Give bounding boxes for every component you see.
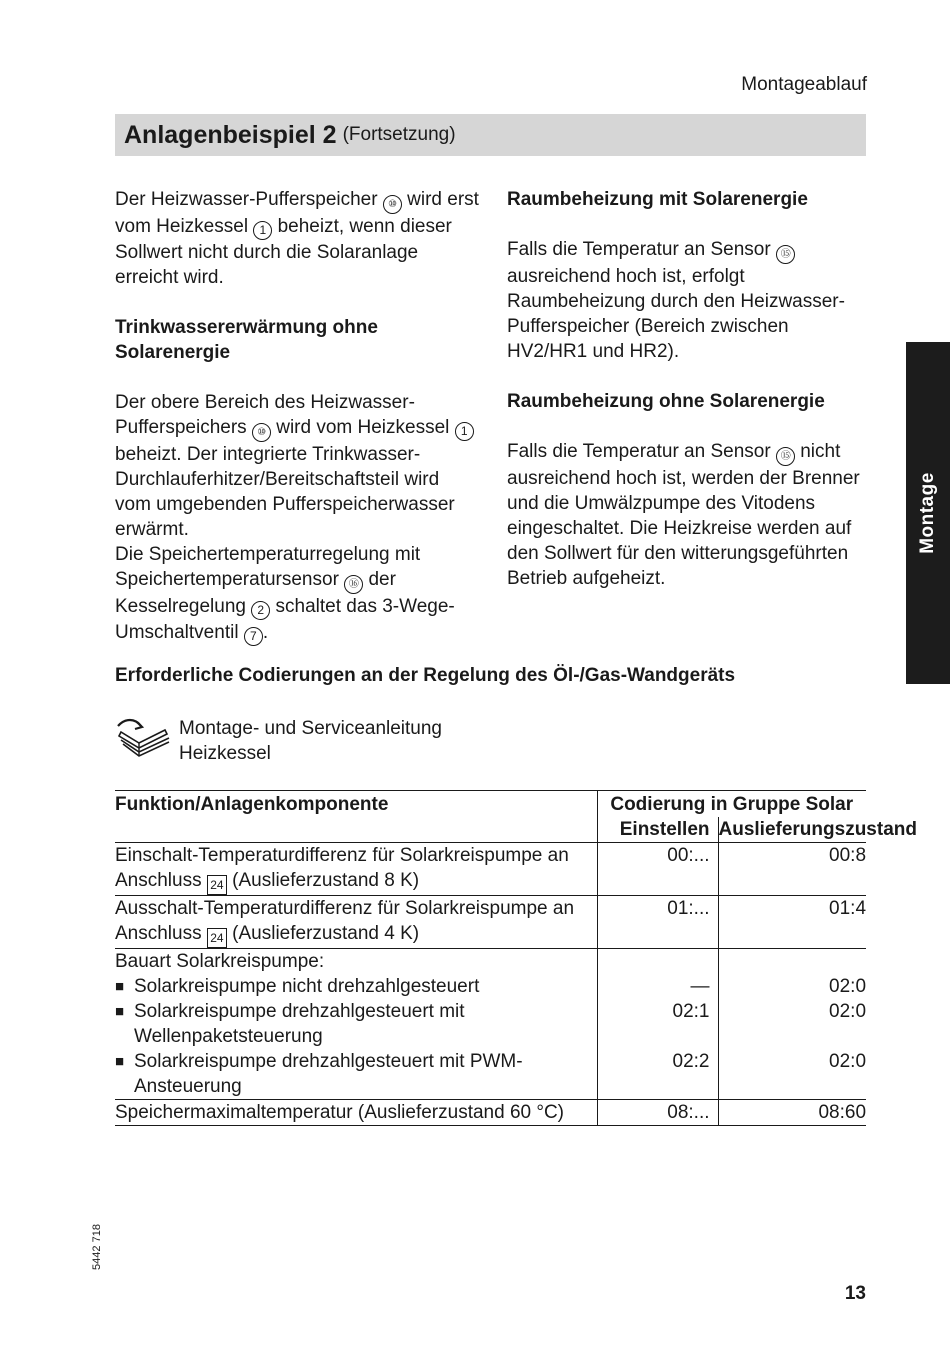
manual-reference	[115, 716, 442, 766]
list-item: ■ Solarkreispumpe nicht drehzahlgesteuert	[115, 976, 480, 997]
paragraph: Der obere Bereich des Heizwasser-Pufferspeichers ⑩ wird vom Heizkessel 1 beheizt. Der integrierte Trinkwasser-Durchlauferhitzer/Bereitschaftsteil wird vom umgebenden Pufferspeicherwasser erwärmt.	[115, 390, 480, 542]
side-tab-label: Montage	[917, 472, 939, 554]
callout-number: ⑮	[776, 447, 795, 466]
reference-line: Montage- und Serviceanleitung	[179, 718, 443, 739]
callout-number: ⑮	[776, 245, 795, 264]
subheading: Raumbeheizung ohne Solarenergie	[507, 391, 825, 412]
callout-number: 2	[251, 601, 270, 620]
section-title-bar	[115, 114, 866, 156]
callout-number: 7	[244, 627, 263, 646]
paragraph: Falls die Temperatur an Sensor ⑮ ausreichend hoch ist, erfolgt Raumbeheizung durch den Heizwasser-Pufferspeicher (Bereich zwischen HV2/HR1 und HR2).	[507, 239, 845, 362]
manual-book-icon	[115, 716, 171, 760]
list-item: ■ Solarkreispumpe drehzahlgesteuert mit Wellenpaketsteuerung	[115, 1001, 465, 1047]
right-column	[507, 187, 872, 616]
subheading: Trinkwassererwärmung ohne Solarenergie	[115, 317, 378, 363]
left-column	[115, 187, 480, 671]
document-number: 5442 718	[91, 1224, 104, 1270]
terminal-number: 24	[207, 875, 227, 895]
callout-number: ⑩	[383, 195, 402, 214]
column-header: Einstellen	[597, 817, 718, 843]
running-header: Montageablauf	[741, 74, 867, 95]
section-subtitle: (Fortsetzung)	[342, 124, 456, 145]
subheading: Raumbeheizung mit Solarenergie	[507, 189, 808, 210]
table-row: Einschalt-Temperaturdifferenz für Solarkreispumpe an Anschluss 24 (Auslieferzustand 8 K) 00:... 00:8	[115, 843, 866, 896]
terminal-number: 24	[207, 928, 227, 948]
table-row: Speichermaximaltemperatur (Auslieferzustand 60 °C) 08:... 08:60	[115, 1100, 866, 1126]
table-row: Ausschalt-Temperaturdifferenz für Solarkreispumpe an Anschluss 24 (Auslieferzustand 4 K) 01:... 01:4	[115, 896, 866, 949]
page-number: 13	[844, 1283, 866, 1304]
paragraph: Die Speichertemperaturregelung mit Speichertemperatursensor ⑯ der Kesselregelung 2 schaltet das 3-Wege-Umschaltventil 7 .	[115, 542, 480, 646]
paragraph: Der Heizwasser-Pufferspeicher ⑩ wird erst vom Heizkessel 1 beheizt, wenn dieser Sollwert nicht durch die Solaranlage erreicht wird.	[115, 189, 479, 288]
paragraph: Falls die Temperatur an Sensor ⑮ nicht ausreichend hoch ist, werden der Brenner und die Umwälzpumpe des Vitodens eingeschaltet. Die Heizkreise werden auf den Sollwert für den witterungsgeführten Betrieb aufgeheizt.	[507, 441, 860, 589]
table-row: Bauart Solarkreispumpe: ■ Solarkreispumpe nicht drehzahlgesteuert ■ Solarkreispumpe drehzahlgesteuert mit Wellenpaketsteuerung ■ Solarkreispumpe drehzahlgesteuert mit PWM-Ansteuerung — 02:1 02:2 02:0 02:0 02:0	[115, 949, 866, 1100]
callout-number: ⑩	[252, 423, 271, 442]
side-tab-montage	[906, 342, 950, 684]
codes-table	[115, 790, 917, 1126]
column-header: Auslieferungszustand	[718, 819, 917, 840]
callout-number: 1	[455, 422, 474, 441]
column-header: Codierung in Gruppe Solar	[597, 791, 866, 818]
reference-line: Heizkessel	[179, 743, 271, 764]
column-header: Funktion/Anlagenkomponente	[115, 791, 597, 843]
codes-heading: Erforderliche Codierungen an der Regelung des Öl-/Gas-Wandgeräts	[115, 665, 736, 686]
section-title: Anlagenbeispiel 2	[124, 120, 337, 149]
list-item: ■ Solarkreispumpe drehzahlgesteuert mit PWM-Ansteuerung	[115, 1051, 523, 1097]
callout-number: 1	[253, 221, 272, 240]
callout-number: ⑯	[344, 575, 363, 594]
